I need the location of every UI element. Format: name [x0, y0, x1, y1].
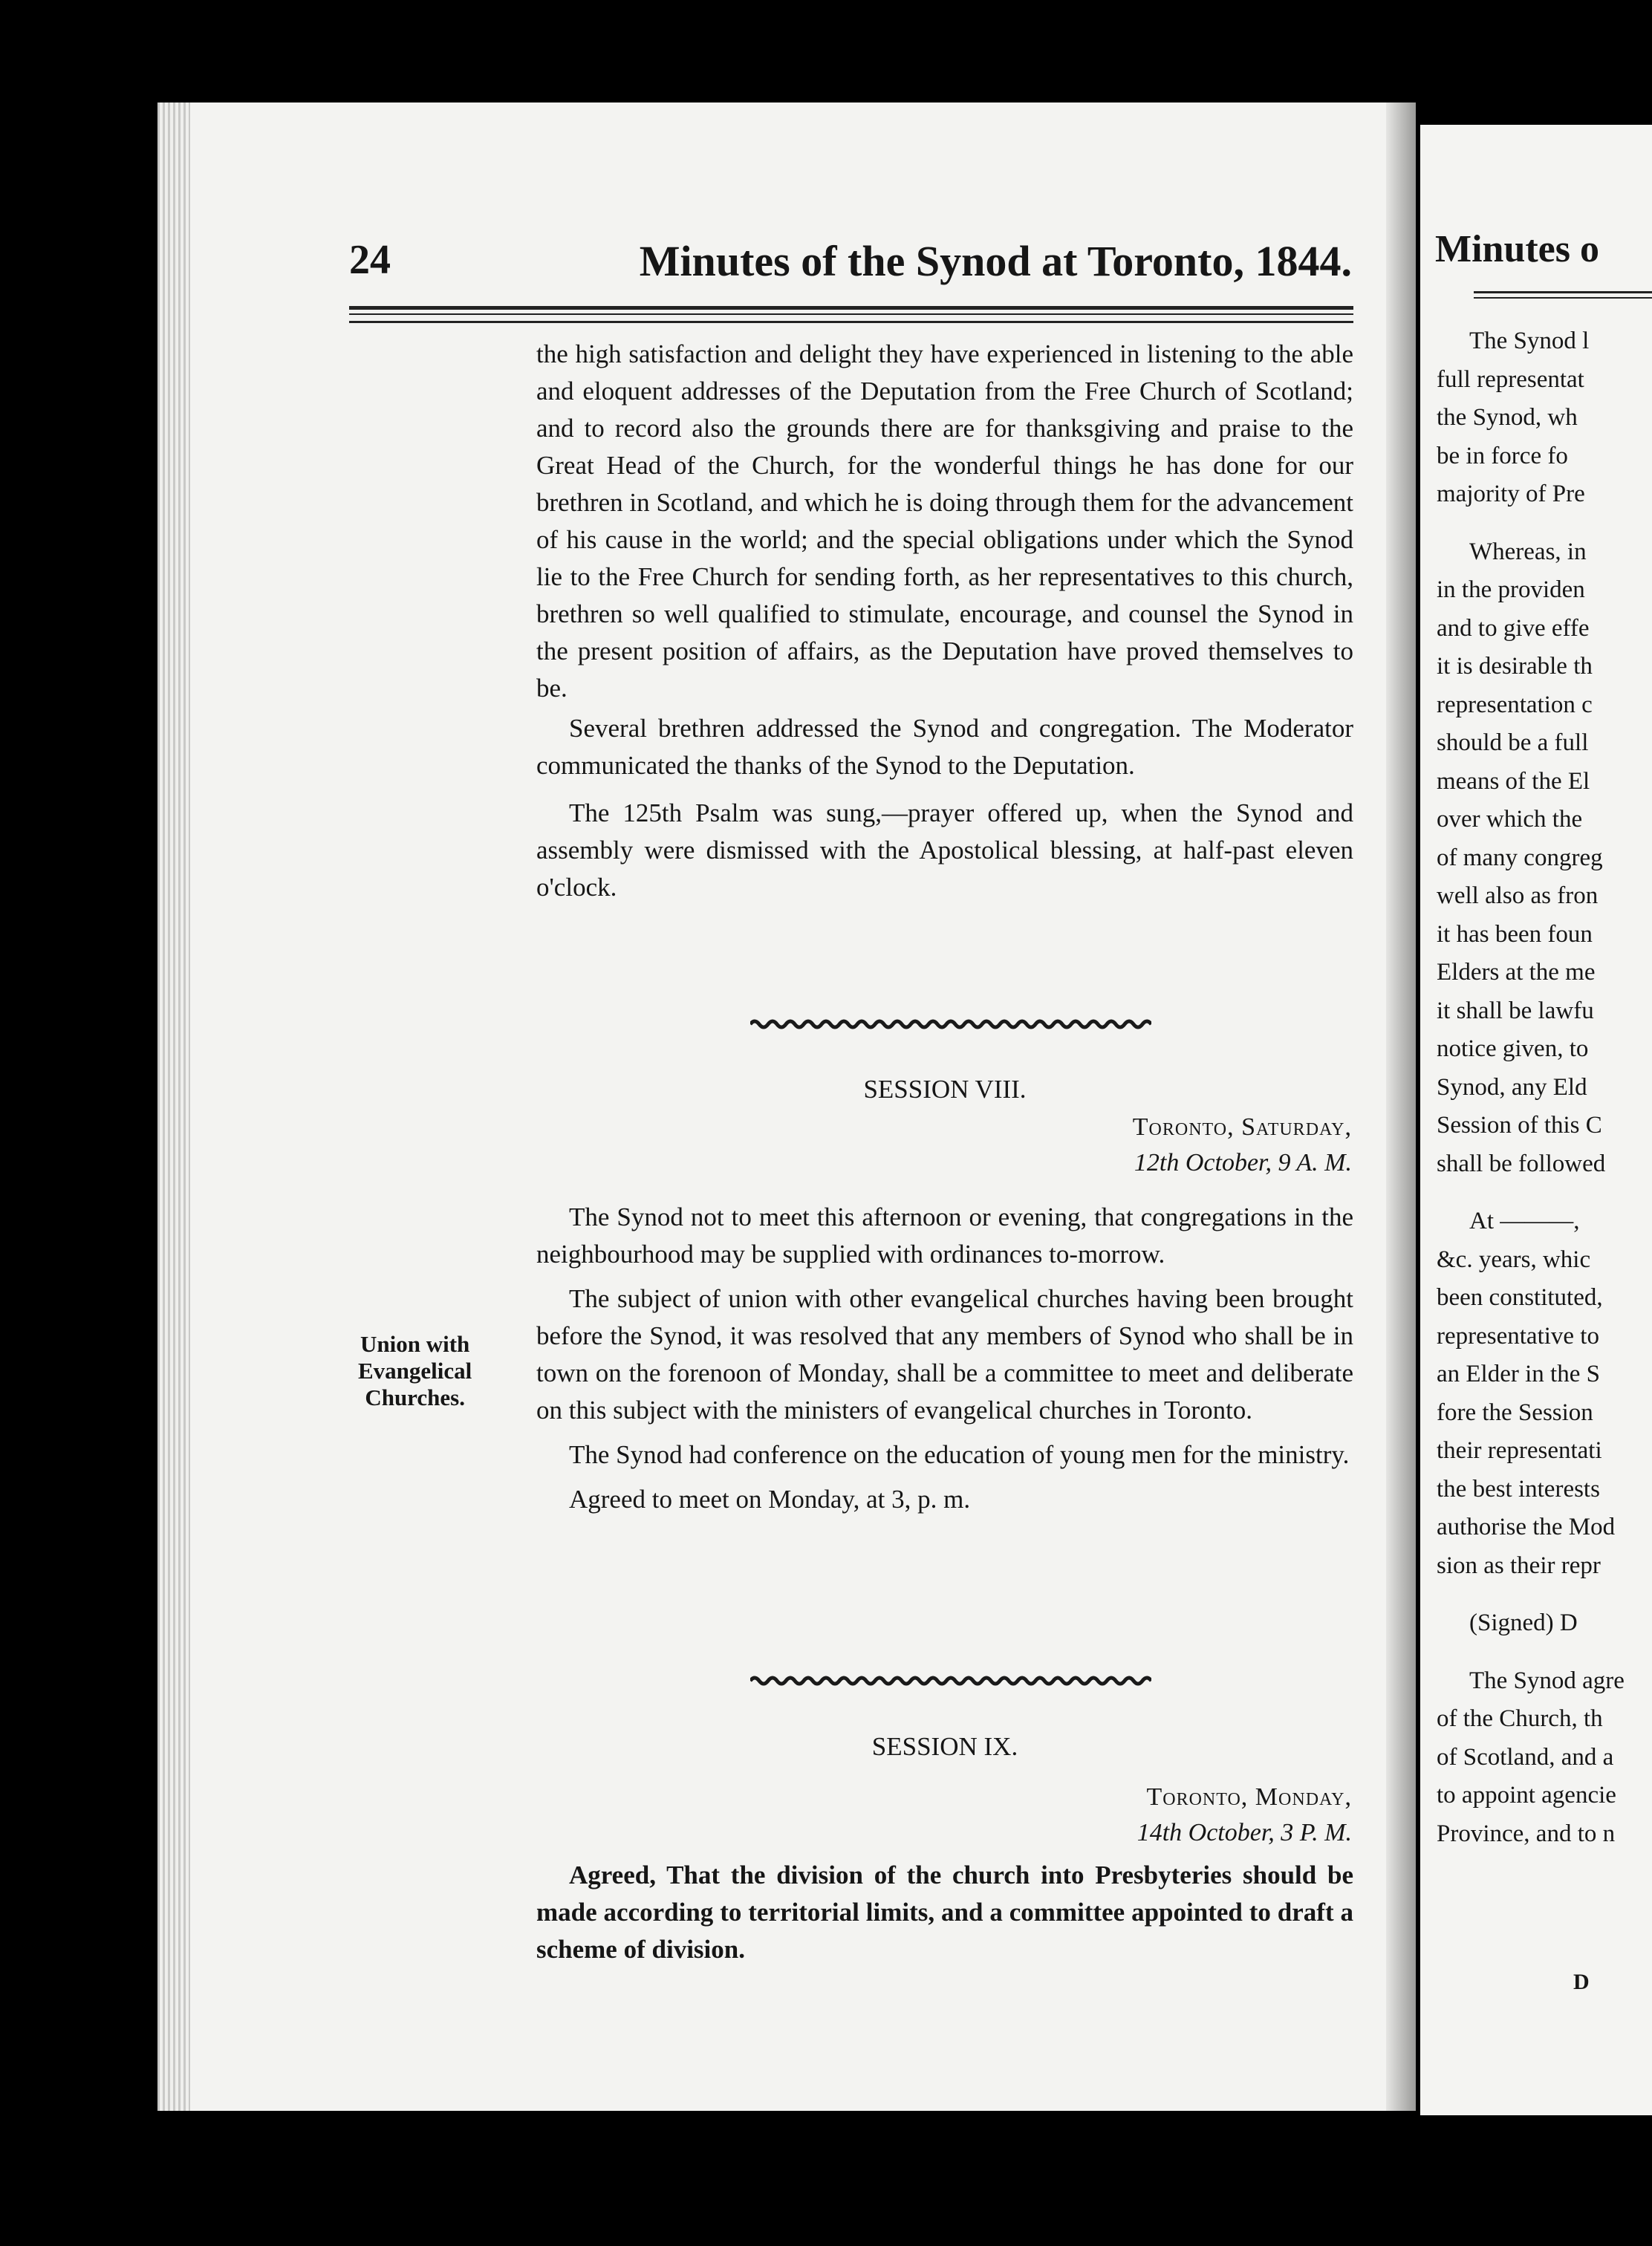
right-page — [1420, 125, 1652, 2115]
right-page-line: representation c — [1437, 691, 1593, 718]
right-page-line: it has been foun — [1437, 920, 1593, 948]
session8-text — [536, 1199, 1353, 1518]
right-page-line: it shall be lawfu — [1437, 997, 1594, 1024]
right-running-head: Minutes o — [1435, 228, 1599, 270]
body-text-top — [536, 336, 1353, 906]
margin-note — [358, 1331, 472, 1411]
right-page-line: Session of this C — [1437, 1112, 1602, 1139]
right-page-line: means of the El — [1437, 767, 1590, 795]
session-title: SESSION IX. — [871, 1732, 1018, 1761]
right-page-line: should be a full — [1437, 729, 1589, 756]
right-page-line: the best interests — [1437, 1475, 1600, 1503]
paragraph: Agreed to meet on Monday, at 3, p. m. — [569, 1485, 971, 1514]
right-page-line: representative to — [1437, 1322, 1599, 1350]
right-page-line: At ———, — [1469, 1208, 1580, 1234]
margin-note-line: Union with — [360, 1331, 470, 1357]
right-page-line: well also as fron — [1437, 882, 1599, 909]
running-head: Minutes of the Synod at Toronto, 1844. — [639, 237, 1352, 285]
page-edges — [157, 102, 190, 2111]
right-page-line: of the Church, th — [1437, 1705, 1603, 1732]
right-header-rule — [1474, 291, 1652, 293]
right-page-line: and to give effe — [1437, 614, 1590, 642]
dateline-place-day: Toronto, Saturday, — [1132, 1113, 1352, 1141]
right-page-line: to appoint agencie — [1437, 1782, 1616, 1809]
right-page-line — [1437, 1183, 1652, 1202]
right-page-line: the Synod, wh — [1437, 404, 1578, 431]
right-page-line: sion as their repr — [1437, 1552, 1601, 1579]
right-header-rule — [1474, 297, 1652, 299]
section-divider-wave — [750, 1673, 1151, 1689]
right-page-line: The Synod agre — [1469, 1667, 1625, 1694]
right-page-line: over which the — [1437, 806, 1583, 833]
right-page-line: of Scotland, and a — [1437, 1743, 1614, 1771]
margin-note-line: Churches. — [365, 1384, 465, 1410]
right-page-line: of many congreg — [1437, 844, 1603, 871]
right-page-line: fore the Session — [1437, 1399, 1593, 1426]
right-page-line: been constituted, — [1437, 1284, 1603, 1311]
header-rule — [349, 306, 1353, 310]
right-page-line: it is desirable th — [1437, 653, 1593, 680]
right-page-text — [1437, 322, 1652, 1853]
session-dateline — [1137, 1780, 1352, 1851]
right-page-line: The Synod l — [1469, 328, 1590, 354]
book-gutter — [1386, 102, 1416, 2111]
dateline-time: 3 P. M. — [1281, 1819, 1352, 1846]
session-title: SESSION VIII. — [863, 1075, 1027, 1104]
paragraph: The 125th Psalm was sung,—prayer offered up, when the Synod and assembly were dismissed with the Apostolical blessing, at half-past eleven o'clock. — [536, 798, 1353, 902]
right-page-line: (Signed) D — [1469, 1609, 1578, 1636]
session-dateline — [1133, 1110, 1352, 1181]
header-rule — [349, 313, 1353, 315]
right-page-line: Whereas, in — [1469, 538, 1587, 565]
paragraph: Several brethren addressed the Synod and congregation. The Moderator communicated the thanks of the Synod to the Deputation. — [536, 714, 1353, 780]
dateline-time: 9 A. M. — [1278, 1149, 1352, 1176]
paragraph: The Synod not to meet this afternoon or evening, that congregations in the neighbourhood may be supplied with ordinances to-morrow. — [536, 1202, 1353, 1269]
page-number: 24 — [349, 237, 391, 283]
right-page-line: majority of Pre — [1437, 481, 1585, 507]
right-page-line: be in force fo — [1437, 442, 1568, 469]
right-page-line: shall be followed — [1437, 1150, 1606, 1177]
signature-mark: D — [1573, 1970, 1590, 1994]
right-page-line: their representati — [1437, 1437, 1602, 1464]
right-page-line — [1437, 514, 1652, 533]
right-page-line: full representat — [1437, 365, 1584, 393]
paragraph: The Synod had conference on the education of young men for the ministry. — [569, 1440, 1350, 1469]
right-page-line: &c. years, whic — [1437, 1246, 1591, 1273]
right-page-line: Province, and to n — [1437, 1820, 1616, 1847]
right-page-line: notice given, to — [1437, 1035, 1589, 1062]
margin-note-line: Evangelical — [358, 1358, 472, 1384]
session9-text — [536, 1857, 1353, 1968]
right-page-line — [1437, 1585, 1652, 1604]
right-page-line: an Elder in the S — [1437, 1361, 1600, 1387]
paragraph: The subject of union with other evangelical churches having been brought before the Synod, it was resolved that any members of Synod who shall be in town on the forenoon of Monday, shall be a committee to meet and deliberate on this subject with the ministers of evangelical churches in Toronto. — [536, 1284, 1353, 1425]
right-page-line: Synod, any Eld — [1437, 1073, 1587, 1101]
dateline-place-day: Toronto, Monday, — [1146, 1783, 1352, 1811]
section-divider-wave — [750, 1016, 1151, 1032]
paragraph: Agreed, That the division of the church into Presbyteries should be made according to territorial limits, and a committee appointed to draft a scheme of division. — [536, 1861, 1353, 1964]
header-rule — [349, 321, 1353, 323]
dateline-date: 12th October, — [1134, 1149, 1272, 1176]
page-header — [349, 236, 1352, 288]
dateline-date: 14th October, — [1136, 1819, 1275, 1846]
right-page-line — [1437, 1643, 1652, 1662]
right-page-line: Elders at the me — [1437, 959, 1596, 986]
paragraph: the high satisfaction and delight they have experienced in listening to the able and eloquent addresses of the Deputation from the Free Church of Scotland; and to record also the grounds there are for thanksgiving and praise to the Great Head of the Church, for the wonderful things he has done for our brethren in Scotland, and which he is doing through them for the advancement of his cause in the world; and the special obligations under which the Synod lie to the Free Church for sending forth, as her representatives to this church, brethren so well qualified to stimulate, encourage, and counsel the Synod in the present position of affairs, as the Deputation have proved themselves to be. — [536, 339, 1353, 703]
right-page-line: authorise the Mod — [1437, 1514, 1616, 1540]
right-page-line: in the providen — [1437, 576, 1585, 603]
